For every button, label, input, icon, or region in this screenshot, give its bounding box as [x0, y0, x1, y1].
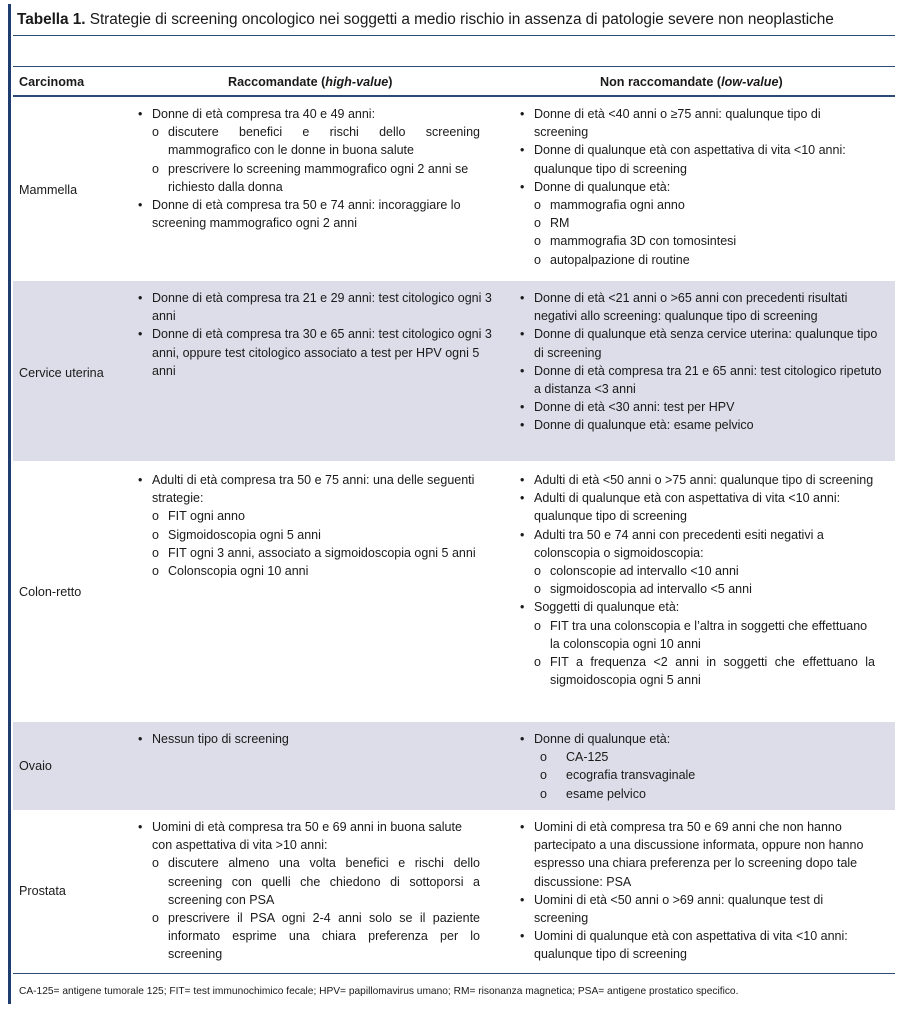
prostata-non-raccomandate: [520, 818, 875, 964]
list-item-text: Uomini di età <50 anni o >69 anni: qualunque test di screening: [534, 892, 824, 926]
circle-bullet-icon: o: [152, 509, 159, 524]
circle-bullet-icon: o: [152, 125, 159, 140]
list-subitem: [138, 526, 480, 544]
row-label-mammella: Mammella: [19, 183, 78, 197]
circle-bullet-icon: o: [540, 750, 547, 765]
bullet-icon: •: [520, 143, 525, 158]
title-rule: [13, 35, 895, 36]
list-item-text: Adulti di qualunque età con aspettativa di vita <10 anni: qualunque tipo di screening: [534, 491, 841, 524]
row-label-ovaio: Ovaio: [19, 759, 52, 773]
list-item: [520, 178, 875, 196]
list-item: [520, 730, 875, 748]
bullet-icon: •: [520, 327, 525, 342]
header-top-rule: [13, 66, 895, 67]
list-subitem: [138, 854, 480, 909]
list-item-text: Uomini di età compresa tra 50 e 69 anni in buona salute con aspettativa di vita >10 anni:: [152, 820, 462, 853]
table-title: [17, 9, 892, 31]
bullet-icon: •: [520, 418, 525, 433]
bullet-icon: •: [520, 929, 525, 944]
list-item-text: prescrivere il PSA ogni 2-4 anni solo se il paziente informato esprime una chiara preferenza per lo screening: [168, 911, 480, 962]
mammella-raccomandate: [138, 105, 480, 232]
header-carcinoma: Carcinoma: [19, 75, 85, 89]
list-item-text: Donne di età compresa tra 30 e 65 anni: test citologico ogni 3 anni, oppure test citologico associato a test per HPV ogni 5 anni: [152, 327, 492, 378]
header-non-raccomandate-prefix: Non raccomandate (: [600, 75, 722, 89]
list-item-text: discutere benefici e rischi dello screening mammografico con le donne in buona salute: [168, 125, 480, 158]
list-subitem: [138, 544, 480, 562]
list-item-text: Donne di età compresa tra 21 e 65 anni: test citologico ripetuto a distanza <3 anni: [534, 363, 882, 397]
bullet-icon: •: [520, 892, 525, 907]
list-item-text: Colonscopia ogni 10 anni: [168, 564, 309, 579]
list-subitem: [520, 196, 875, 214]
list-item-text: FIT tra una colonscopia e l’altra in soggetti che effettuano la colonscopia ogni 10 anni: [550, 618, 868, 651]
list-subitem: [138, 909, 480, 964]
list-subitem: [520, 251, 875, 269]
list-subitem: [520, 214, 875, 232]
row-label-cervice-uterina: Cervice uterina: [19, 366, 104, 380]
cervice-non-raccomandate: [520, 289, 885, 435]
list-item-text: Nessun tipo di screening: [152, 732, 289, 746]
list-subitem: [520, 617, 875, 653]
mammella-non-raccomandate: [520, 105, 875, 269]
bullet-icon: •: [520, 400, 525, 415]
list-item: [520, 471, 875, 489]
bullet-icon: •: [520, 491, 525, 506]
circle-bullet-icon: o: [534, 216, 541, 231]
list-item: [520, 416, 885, 434]
list-item-text: sigmoidoscopia ad intervallo <5 anni: [550, 582, 752, 597]
table-title-text: Strategie di screening oncologico nei soggetti a medio rischio in assenza di patologie severe non neoplastiche: [85, 11, 834, 28]
circle-bullet-icon: o: [152, 564, 159, 579]
list-subitem: [520, 562, 875, 580]
header-non-raccomandate-suffix: ): [778, 75, 783, 89]
list-item-text: Donne di qualunque età:: [534, 732, 671, 746]
list-item-text: ecografia transvaginale: [566, 768, 696, 783]
bullet-icon: •: [138, 820, 143, 834]
list-item-text: Donne di età <21 anni o >65 anni con precedenti risultati negativi allo screening: qualunque tipo di screening: [534, 291, 848, 324]
table-bottom-rule: [13, 973, 895, 974]
bullet-icon: •: [138, 291, 143, 305]
list-item-text: Donne di età <40 anni o ≥75 anni: qualunque tipo di screening: [534, 107, 821, 140]
bullet-icon: •: [520, 291, 525, 305]
list-item: [138, 289, 503, 325]
list-subitem: [138, 123, 480, 159]
bullet-icon: •: [520, 363, 525, 378]
list-item-text: colonscopie ad intervallo <10 anni: [550, 564, 739, 579]
circle-bullet-icon: o: [152, 161, 159, 176]
list-item: [520, 289, 885, 325]
list-subitem: [520, 766, 875, 784]
list-subitem: [138, 160, 480, 196]
list-item: [138, 471, 480, 507]
list-item: [520, 489, 875, 525]
list-subitem: [520, 232, 875, 250]
list-item-text: FIT ogni 3 anni, associato a sigmoidoscopia ogni 5 anni: [168, 545, 476, 560]
list-item-text: mammografia 3D con tomosintesi: [550, 234, 737, 249]
header-raccomandate-em: high-value: [325, 75, 389, 89]
row-label-prostata: Prostata: [19, 884, 66, 898]
circle-bullet-icon: o: [534, 655, 541, 670]
list-item: [520, 325, 885, 361]
list-item-text: FIT ogni anno: [168, 509, 245, 524]
header-raccomandate-prefix: Raccomandate (: [228, 75, 326, 89]
header-non-raccomandate-em: low-value: [721, 75, 779, 89]
list-item: [520, 362, 885, 398]
circle-bullet-icon: o: [534, 252, 541, 267]
list-item-text: Sigmoidoscopia ogni 5 anni: [168, 527, 321, 542]
bullet-icon: •: [138, 107, 143, 121]
cervice-raccomandate: [138, 289, 503, 380]
bullet-icon: •: [138, 327, 143, 342]
list-item: [138, 818, 480, 854]
list-item: [520, 105, 875, 141]
list-item: [520, 927, 875, 963]
circle-bullet-icon: o: [152, 911, 159, 926]
header-raccomandate-suffix: ): [388, 75, 393, 89]
header-bottom-rule: [13, 95, 895, 97]
circle-bullet-icon: o: [534, 234, 541, 249]
list-subitem: [520, 785, 875, 803]
list-item: [520, 398, 885, 416]
list-item-text: Donne di qualunque età senza cervice uterina: qualunque tipo di screening: [534, 327, 878, 360]
bullet-icon: •: [520, 600, 525, 615]
list-item: [520, 818, 875, 891]
list-subitem: [520, 748, 875, 766]
ovaio-non-raccomandate: [520, 730, 875, 803]
list-subitem: [138, 562, 480, 580]
list-subitem: [138, 507, 480, 525]
bullet-icon: •: [520, 527, 525, 542]
circle-bullet-icon: o: [534, 582, 541, 597]
bullet-icon: •: [138, 732, 143, 746]
list-item-text: Adulti di età <50 anni o >75 anni: qualunque tipo di screening: [534, 473, 874, 487]
accent-bar: [8, 4, 11, 1004]
list-item-text: FIT a frequenza <2 anni in soggetti che effettuano la sigmoidoscopia ogni 5 anni: [550, 655, 875, 688]
circle-bullet-icon: o: [534, 564, 541, 579]
bullet-icon: •: [138, 473, 143, 487]
list-item-text: Donne di età compresa tra 21 e 29 anni: test citologico ogni 3 anni: [152, 291, 492, 324]
list-subitem: [520, 580, 875, 598]
table-title-label: Tabella 1.: [17, 11, 86, 28]
list-item-text: discutere almeno una volta benefici e rischi dello screening con quelli che chiedono di sottoporsi a screening con PSA: [168, 856, 480, 907]
list-item-text: Donne di età compresa tra 50 e 74 anni: incoraggiare lo screening mammografico ogni 2 anni: [152, 198, 461, 231]
list-item: [520, 526, 875, 562]
table-footnote: CA-125= antigene tumorale 125; FIT= test immunochimico fecale; HPV= papillomavirus umano; RM= risonanza magnetica; PSA= antigene prostatico specifico.: [19, 986, 739, 997]
prostata-raccomandate: [138, 818, 480, 964]
list-item: [520, 141, 875, 177]
list-item-text: Donne di età <30 anni: test per HPV: [534, 400, 735, 415]
colon-non-raccomandate: [520, 471, 875, 689]
bullet-icon: •: [520, 107, 525, 121]
bullet-icon: •: [520, 732, 525, 746]
list-item-text: Soggetti di qualunque età:: [534, 600, 680, 615]
list-item-text: mammografia ogni anno: [550, 198, 685, 213]
list-item-text: autopalpazione di routine: [550, 252, 690, 267]
list-item: [138, 325, 503, 380]
list-item-text: Donne di età compresa tra 40 e 49 anni:: [152, 107, 376, 121]
list-item-text: Adulti di età compresa tra 50 e 75 anni: una delle seguenti strategie:: [152, 473, 475, 506]
list-subitem: [520, 653, 875, 689]
list-item-text: Uomini di età compresa tra 50 e 69 anni che non hanno partecipato a una discussione informata, oppure non hanno espresso una chiara preferenza per lo screening dopo tale discussione: PSA: [534, 820, 864, 889]
circle-bullet-icon: o: [152, 527, 159, 542]
bullet-icon: •: [520, 820, 525, 834]
list-item: [138, 196, 480, 232]
bullet-icon: •: [520, 179, 525, 194]
list-item-text: Donne di qualunque età con aspettativa di vita <10 anni: qualunque tipo di screening: [534, 143, 846, 176]
circle-bullet-icon: o: [534, 198, 541, 213]
circle-bullet-icon: o: [540, 786, 547, 801]
list-item: [138, 730, 480, 748]
list-item-text: esame pelvico: [566, 786, 646, 801]
list-item: [520, 598, 875, 616]
list-item-text: RM: [550, 216, 570, 231]
list-item-text: Donne di qualunque età: esame pelvico: [534, 418, 754, 433]
list-item-text: Adulti tra 50 e 74 anni con precedenti esiti negativi a colonscopia o sigmoidoscopia:: [534, 527, 824, 560]
list-item-text: Donne di qualunque età:: [534, 179, 671, 194]
row-label-colon-retto: Colon-retto: [19, 585, 82, 599]
bullet-icon: •: [138, 198, 143, 213]
list-item-text: prescrivere lo screening mammografico ogni 2 anni se richiesto dalla donna: [168, 161, 469, 194]
list-item: [138, 105, 480, 123]
header-non-raccomandate: [600, 74, 783, 90]
colon-raccomandate: [138, 471, 480, 580]
circle-bullet-icon: o: [534, 618, 541, 633]
ovaio-raccomandate: [138, 730, 480, 748]
circle-bullet-icon: o: [540, 768, 547, 783]
header-raccomandate: [228, 74, 392, 90]
circle-bullet-icon: o: [152, 545, 159, 560]
circle-bullet-icon: o: [152, 856, 159, 871]
bullet-icon: •: [520, 473, 525, 487]
list-item: [520, 891, 875, 927]
list-item-text: Uomini di qualunque età con aspettativa di vita <10 anni: qualunque tipo di screening: [534, 929, 848, 962]
list-item-text: CA-125: [566, 750, 609, 765]
